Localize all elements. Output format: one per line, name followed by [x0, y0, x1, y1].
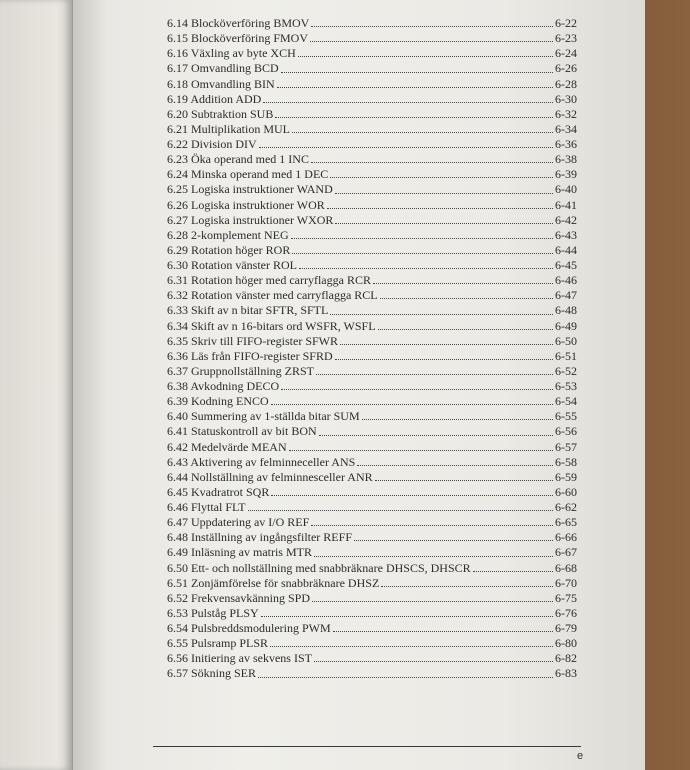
toc-entry — [167, 576, 577, 591]
toc-entry-page: 6-42 — [555, 212, 577, 227]
toc-entry — [167, 152, 577, 167]
toc-entry-title: 6.50 Ett- och nollställning med snabbräknare DHSCS, DHSCR — [167, 560, 471, 575]
toc-entry-page: 6-75 — [555, 590, 577, 605]
toc-dot-leader — [319, 434, 553, 436]
toc-dot-leader — [473, 570, 553, 572]
toc-entry — [167, 61, 577, 76]
toc-entry — [167, 334, 577, 349]
toc-entry-title: 6.26 Logiska instruktioner WOR — [167, 197, 325, 212]
toc-entry — [167, 591, 577, 606]
toc-entry-page: 6-30 — [555, 91, 577, 106]
toc-dot-leader — [259, 146, 553, 148]
toc-entry-title: 6.46 Flyttal FLT — [167, 500, 246, 514]
toc-entry-title: 6.29 Rotation höger ROR — [167, 242, 291, 257]
toc-dot-leader — [291, 237, 553, 239]
toc-dot-leader — [354, 539, 553, 541]
toc-entry-page: 6-83 — [555, 666, 577, 681]
toc-entry-page: 6-53 — [555, 379, 577, 393]
toc-dot-leader — [310, 40, 553, 42]
toc-entry-title: 6.19 Addition ADD — [167, 91, 262, 106]
toc-entry-title: 6.14 Blocköverföring BMOV — [167, 16, 310, 30]
toc-dot-leader — [281, 71, 553, 73]
toc-entry-page: 6-39 — [555, 167, 577, 182]
toc-dot-leader — [311, 524, 553, 526]
toc-dot-leader — [335, 358, 553, 360]
toc-entry-page: 6-49 — [555, 318, 577, 333]
toc-entry-page: 6-82 — [555, 651, 577, 666]
toc-entry-title: 6.16 Växling av byte XCH — [167, 46, 296, 61]
toc-dot-leader — [362, 418, 553, 420]
toc-entry — [167, 485, 577, 500]
toc-dot-leader — [271, 403, 553, 405]
toc-entry-title: 6.30 Rotation vänster ROL — [167, 258, 297, 272]
toc-entry-title: 6.54 Pulsbreddsmodulering PWM — [167, 621, 331, 635]
toc-entry — [167, 666, 577, 681]
toc-entry-page: 6-41 — [555, 197, 577, 212]
toc-entry — [167, 77, 577, 92]
toc-entry-page: 6-23 — [555, 31, 577, 46]
toc-entry-title: 6.51 Zonjämförelse för snabbräknare DHSZ — [167, 575, 380, 590]
toc-entry — [167, 213, 577, 228]
toc-entry — [167, 258, 577, 273]
toc-entry — [167, 303, 577, 318]
toc-entry-title: 6.33 Skift av n bitar SFTR, SFTL — [167, 303, 329, 318]
toc-entry-page: 6-34 — [555, 121, 577, 136]
toc-entry-title: 6.21 Multiplikation MUL — [167, 121, 290, 136]
toc-dot-leader — [281, 388, 553, 390]
toc-dot-leader — [275, 116, 553, 118]
toc-entry-title: 6.43 Aktivering av felminneceller ANS — [167, 454, 356, 469]
toc-entry-page: 6-28 — [555, 76, 577, 91]
toc-entry-title: 6.22 Division DIV — [167, 137, 257, 151]
toc-entry — [167, 379, 577, 394]
toc-dot-leader — [289, 449, 553, 451]
toc-entry — [167, 182, 577, 197]
document-page — [72, 0, 645, 770]
toc-dot-leader — [314, 660, 553, 662]
toc-entry-page: 6-65 — [555, 515, 577, 530]
toc-entry-page: 6-26 — [555, 61, 577, 76]
toc-dot-leader — [340, 343, 553, 345]
toc-dot-leader — [333, 630, 553, 632]
toc-entry-title: 6.25 Logiska instruktioner WAND — [167, 182, 333, 197]
toc-entry — [167, 440, 577, 455]
toc-entry-title: 6.31 Rotation höger med carryflagga RCR — [167, 273, 371, 288]
toc-entry-page: 6-32 — [555, 106, 577, 121]
footer-page-letter: e — [577, 750, 584, 762]
toc-entry-title: 6.49 Inläsning av matris MTR — [167, 545, 312, 560]
toc-entry — [167, 167, 577, 182]
toc-entry — [167, 198, 577, 213]
toc-entry-page: 6-47 — [555, 288, 577, 303]
toc-entry-page: 6-24 — [555, 46, 577, 61]
toc-entry-page: 6-62 — [555, 500, 577, 514]
toc-dot-leader — [330, 176, 553, 178]
toc-entry-page: 6-58 — [555, 454, 577, 469]
toc-entry — [167, 92, 577, 107]
toc-entry — [167, 319, 577, 334]
toc-dot-leader — [330, 313, 553, 315]
toc-entry — [167, 243, 577, 258]
toc-entry — [167, 122, 577, 137]
toc-entry-title: 6.56 Initiering av sekvens IST — [167, 651, 312, 666]
toc-entry-title: 6.32 Rotation vänster med carryflagga RCL — [167, 288, 378, 303]
toc-entry-page: 6-43 — [555, 227, 577, 242]
toc-entry-title: 6.53 Pulståg PLSY — [167, 605, 259, 620]
toc-entry-title: 6.18 Omvandling BIN — [167, 76, 275, 91]
toc-entry-page: 6-79 — [555, 621, 577, 635]
toc-entry-page: 6-76 — [555, 605, 577, 620]
toc-entry-title: 6.35 Skriv till FIFO-register SFWR — [167, 333, 339, 348]
toc-dot-leader — [373, 282, 553, 284]
toc-entry-page: 6-54 — [555, 394, 577, 409]
table-of-contents — [167, 16, 577, 682]
toc-entry — [167, 545, 577, 560]
toc-entry-title: 6.15 Blocköverföring FMOV — [167, 31, 308, 46]
toc-dot-leader — [311, 25, 553, 27]
toc-entry — [167, 228, 577, 243]
toc-entry-title: 6.42 Medelvärde MEAN — [167, 439, 287, 454]
toc-entry-page: 6-22 — [555, 16, 577, 30]
toc-entry — [167, 455, 577, 470]
toc-entry-title: 6.23 Öka operand med 1 INC — [167, 152, 309, 167]
toc-entry-title: 6.55 Pulsramp PLSR — [167, 636, 269, 651]
toc-dot-leader — [292, 252, 553, 254]
toc-dot-leader — [378, 328, 553, 330]
toc-entry-page: 6-48 — [555, 303, 577, 318]
toc-entry — [167, 500, 577, 515]
toc-dot-leader — [312, 600, 553, 602]
toc-entry-page: 6-45 — [555, 258, 577, 272]
toc-entry — [167, 409, 577, 424]
toc-entry-title: 6.52 Frekvensavkänning SPD — [167, 590, 310, 605]
toc-entry-title: 6.37 Gruppnollställning ZRST — [167, 363, 314, 378]
toc-entry — [167, 470, 577, 485]
toc-entry-title: 6.20 Subtraktion SUB — [167, 106, 274, 121]
toc-entry — [167, 349, 577, 364]
toc-entry-page: 6-38 — [555, 152, 577, 167]
toc-entry — [167, 424, 577, 439]
toc-entry-page: 6-46 — [555, 273, 577, 288]
toc-entry-title: 6.47 Uppdatering av I/O REF — [167, 515, 310, 530]
toc-entry — [167, 394, 577, 409]
toc-dot-leader — [277, 86, 553, 88]
toc-dot-leader — [248, 509, 553, 511]
toc-dot-leader — [271, 494, 553, 496]
toc-entry-page: 6-50 — [555, 333, 577, 348]
toc-dot-leader — [292, 131, 553, 133]
toc-entry — [167, 107, 577, 122]
toc-dot-leader — [270, 645, 553, 647]
toc-dot-leader — [258, 676, 553, 678]
toc-entry-page: 6-68 — [555, 560, 577, 575]
toc-entry-page: 6-56 — [555, 424, 577, 439]
toc-entry-page: 6-66 — [555, 530, 577, 545]
toc-entry-title: 6.28 2-komplement NEG — [167, 227, 289, 242]
toc-entry-page: 6-51 — [555, 348, 577, 363]
toc-dot-leader — [298, 55, 553, 57]
toc-dot-leader — [316, 373, 553, 375]
toc-entry-page: 6-40 — [555, 182, 577, 197]
toc-entry — [167, 606, 577, 621]
toc-entry-title: 6.27 Logiska instruktioner WXOR — [167, 212, 334, 227]
toc-entry-title: 6.45 Kvadratrot SQR — [167, 484, 270, 499]
toc-entry — [167, 288, 577, 303]
toc-entry-title: 6.36 Läs från FIFO-register SFRD — [167, 348, 333, 363]
toc-entry-page: 6-67 — [555, 545, 577, 560]
toc-entry — [167, 636, 577, 651]
toc-entry — [167, 651, 577, 666]
toc-entry-page: 6-52 — [555, 363, 577, 378]
footer-rule — [153, 746, 581, 747]
toc-dot-leader — [335, 222, 553, 224]
toc-dot-leader — [263, 101, 553, 103]
toc-entry-title: 6.38 Avkodning DECO — [167, 379, 280, 393]
toc-entry-title: 6.40 Summering av 1-ställda bitar SUM — [167, 409, 360, 424]
toc-entry-title: 6.57 Sökning SER — [167, 666, 257, 681]
toc-dot-leader — [311, 161, 553, 163]
toc-dot-leader — [380, 297, 553, 299]
toc-entry-page: 6-80 — [555, 636, 577, 651]
toc-entry — [167, 16, 577, 31]
toc-entry-page: 6-36 — [555, 137, 577, 151]
toc-dot-leader — [381, 585, 553, 587]
toc-entry — [167, 621, 577, 636]
toc-dot-leader — [261, 615, 553, 617]
toc-entry-page: 6-44 — [555, 242, 577, 257]
toc-entry — [167, 31, 577, 46]
toc-entry-title: 6.41 Statuskontroll av bit BON — [167, 424, 317, 439]
toc-entry-page: 6-60 — [555, 484, 577, 499]
toc-dot-leader — [375, 479, 553, 481]
left-page-edge — [0, 0, 72, 770]
toc-entry — [167, 46, 577, 61]
toc-entry — [167, 530, 577, 545]
toc-entry — [167, 515, 577, 530]
toc-entry-title: 6.17 Omvandling BCD — [167, 61, 279, 76]
toc-dot-leader — [357, 464, 553, 466]
toc-entry — [167, 137, 577, 152]
toc-entry — [167, 364, 577, 379]
toc-entry-title: 6.48 Inställning av ingångsfilter REFF — [167, 530, 352, 545]
toc-entry-page: 6-57 — [555, 439, 577, 454]
toc-entry-title: 6.44 Nollställning av felminnesceller ANR — [167, 469, 373, 484]
toc-dot-leader — [314, 555, 553, 557]
toc-dot-leader — [327, 207, 553, 209]
toc-entry-title: 6.39 Kodning ENCO — [167, 394, 269, 409]
toc-dot-leader — [299, 267, 553, 269]
toc-entry-page: 6-70 — [555, 575, 577, 590]
toc-entry-page: 6-59 — [555, 469, 577, 484]
toc-entry — [167, 273, 577, 288]
toc-entry-title: 6.34 Skift av n 16-bitars ord WSFR, WSFL — [167, 318, 376, 333]
toc-entry — [167, 561, 577, 576]
toc-entry-title: 6.24 Minska operand med 1 DEC — [167, 167, 329, 182]
toc-entry-page: 6-55 — [555, 409, 577, 424]
toc-dot-leader — [335, 192, 553, 194]
